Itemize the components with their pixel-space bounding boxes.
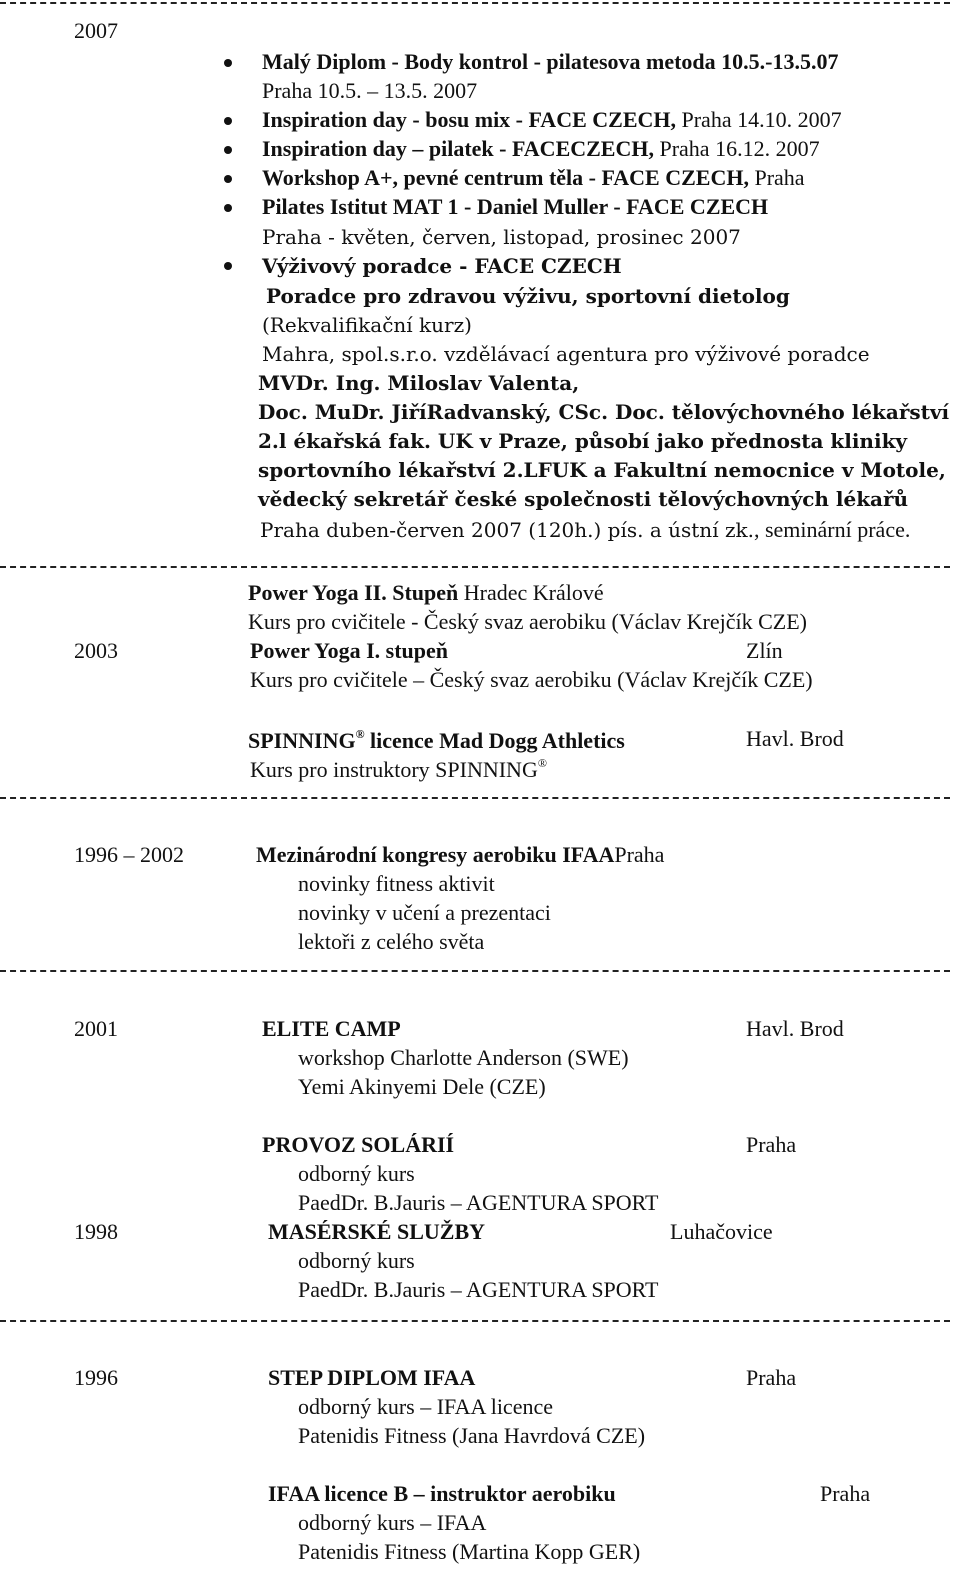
course-place: Havl. Brod bbox=[746, 726, 844, 751]
bullet-icon bbox=[224, 204, 232, 212]
bullet-icon bbox=[224, 175, 232, 183]
spinning-licence-text: licence Mad Dogg Athletics bbox=[364, 728, 625, 753]
separator bbox=[0, 970, 950, 972]
course-line bbox=[262, 167, 805, 189]
course-line bbox=[262, 109, 842, 131]
course-place: Praha bbox=[614, 842, 665, 867]
course-detail: vědecký sekretář české společnosti tělovýchovných lékařů bbox=[258, 487, 909, 511]
course-title: Power Yoga II. Stupeň bbox=[248, 580, 459, 605]
course-title: Pilates Istitut MAT 1 - Daniel Muller - FACE CZECH bbox=[262, 194, 769, 219]
course-desc bbox=[250, 757, 547, 781]
bullet-icon bbox=[224, 59, 232, 67]
course-place: Praha bbox=[746, 1365, 797, 1390]
course-title: Inspiration day – pilatek - FACECZECH, bbox=[262, 136, 654, 161]
year-label: 2001 bbox=[74, 1016, 118, 1041]
course-place: Praha bbox=[748, 165, 805, 190]
course-detail: odborný kurs bbox=[298, 1161, 415, 1186]
course-detail: Patenidis Fitness (Martina Kopp GER) bbox=[298, 1539, 641, 1564]
course-exam-line bbox=[260, 519, 910, 541]
course-place-date: Praha 14.10. 2007 bbox=[676, 107, 842, 132]
year-label: 2003 bbox=[74, 638, 118, 663]
course-detail: Patenidis Fitness (Jana Havrdová CZE) bbox=[298, 1423, 646, 1448]
course-detail: Poradce pro zdravou výživu, sportovní dietolog bbox=[266, 284, 790, 308]
course-title: PROVOZ SOLÁRIÍ bbox=[262, 1132, 455, 1157]
bullet-icon bbox=[224, 262, 232, 270]
course-place: Zlín bbox=[746, 638, 783, 663]
course-title: Mezinárodní kongresy aerobiku IFAA bbox=[256, 842, 615, 867]
course-detail: Mahra, spol.s.r.o. vzdělávací agentura pro výživové poradce bbox=[262, 342, 870, 366]
course-place-date: Praha 16.12. 2007 bbox=[653, 136, 820, 161]
separator bbox=[0, 1320, 950, 1322]
exam-text: Praha duben-červen 2007 (120h.) pís. a ústní zk. bbox=[260, 518, 754, 542]
course-place: Luhačovice bbox=[670, 1219, 773, 1244]
course-place: Hradec Králové bbox=[458, 580, 604, 605]
course-place: Praha bbox=[820, 1481, 871, 1506]
course-detail: novinky v učení a prezentaci bbox=[298, 900, 551, 925]
course-detail: sportovního lékařství 2.LFUK a Fakultní nemocnice v Motole, bbox=[258, 458, 946, 482]
separator-top bbox=[0, 2, 950, 4]
course-title: Malý Diplom - Body kontrol - pilatesova metoda 10.5.-13.5.07 bbox=[262, 49, 839, 74]
spinning-text: SPINNING bbox=[248, 728, 356, 753]
course-detail: odborný kurs – IFAA bbox=[298, 1510, 487, 1535]
course-desc: Kurs pro cvičitele - Český svaz aerobiku (Václav Krejčík CZE) bbox=[248, 609, 807, 634]
course-place-date: Praha 10.5. – 13.5. 2007 bbox=[262, 78, 478, 103]
separator bbox=[0, 797, 950, 799]
registered-mark: ® bbox=[537, 756, 547, 770]
course-place: Praha bbox=[746, 1132, 797, 1157]
course-title: ELITE CAMP bbox=[262, 1016, 401, 1041]
year-label: 2007 bbox=[74, 18, 118, 43]
course-detail: odborný kurs – IFAA licence bbox=[298, 1394, 553, 1419]
course-title: Workshop A+, pevné centrum těla - FACE CZECH, bbox=[262, 165, 749, 190]
course-line bbox=[256, 844, 664, 866]
course-detail: PaedDr. B.Jauris – AGENTURA SPORT bbox=[298, 1190, 659, 1215]
course-detail: 2.l ékařská fak. UK v Praze, působí jako přednosta kliniky bbox=[258, 429, 908, 453]
course-title: STEP DIPLOM IFAA bbox=[268, 1365, 476, 1390]
registered-mark: ® bbox=[355, 727, 365, 741]
course-line bbox=[262, 138, 820, 160]
year-label: 1996 bbox=[74, 1365, 118, 1390]
course-desc: Kurs pro cvičitele – Český svaz aerobiku (Václav Krejčík CZE) bbox=[250, 667, 813, 692]
spinning-desc-text: Kurs pro instruktory SPINNING bbox=[250, 757, 538, 782]
course-title: Inspiration day - bosu mix - FACE CZECH, bbox=[262, 107, 676, 132]
course-detail: Yemi Akinyemi Dele (CZE) bbox=[298, 1074, 546, 1099]
year-label: 1996 – 2002 bbox=[74, 842, 184, 867]
bullet-icon bbox=[224, 146, 232, 154]
course-title: Výživový poradce - FACE CZECH bbox=[262, 254, 622, 278]
course-detail: odborný kurs bbox=[298, 1248, 415, 1273]
course-line bbox=[248, 582, 604, 604]
course-detail: workshop Charlotte Anderson (SWE) bbox=[298, 1045, 629, 1070]
bullet-icon bbox=[224, 117, 232, 125]
course-title: MASÉRSKÉ SLUŽBY bbox=[268, 1219, 486, 1244]
course-title: Power Yoga I. stupeň bbox=[250, 638, 449, 663]
year-label: 1998 bbox=[74, 1219, 118, 1244]
course-detail: lektoři z celého světa bbox=[298, 929, 485, 954]
course-detail: PaedDr. B.Jauris – AGENTURA SPORT bbox=[298, 1277, 659, 1302]
course-detail: (Rekvalifikační kurz) bbox=[262, 313, 472, 337]
exam-text-suffix: , seminární práce. bbox=[753, 517, 911, 542]
course-title bbox=[248, 728, 625, 752]
course-place-date: Praha - květen, červen, listopad, prosinec 2007 bbox=[262, 225, 741, 249]
course-detail: MVDr. Ing. Miloslav Valenta, bbox=[258, 371, 580, 395]
course-detail: novinky fitness aktivit bbox=[298, 871, 495, 896]
course-title: IFAA licence B – instruktor aerobiku bbox=[268, 1481, 616, 1506]
course-detail: Doc. MuDr. JiříRadvanský, CSc. Doc. tělovýchovného lékařství bbox=[258, 400, 950, 424]
course-place: Havl. Brod bbox=[746, 1016, 844, 1041]
separator bbox=[0, 566, 950, 568]
